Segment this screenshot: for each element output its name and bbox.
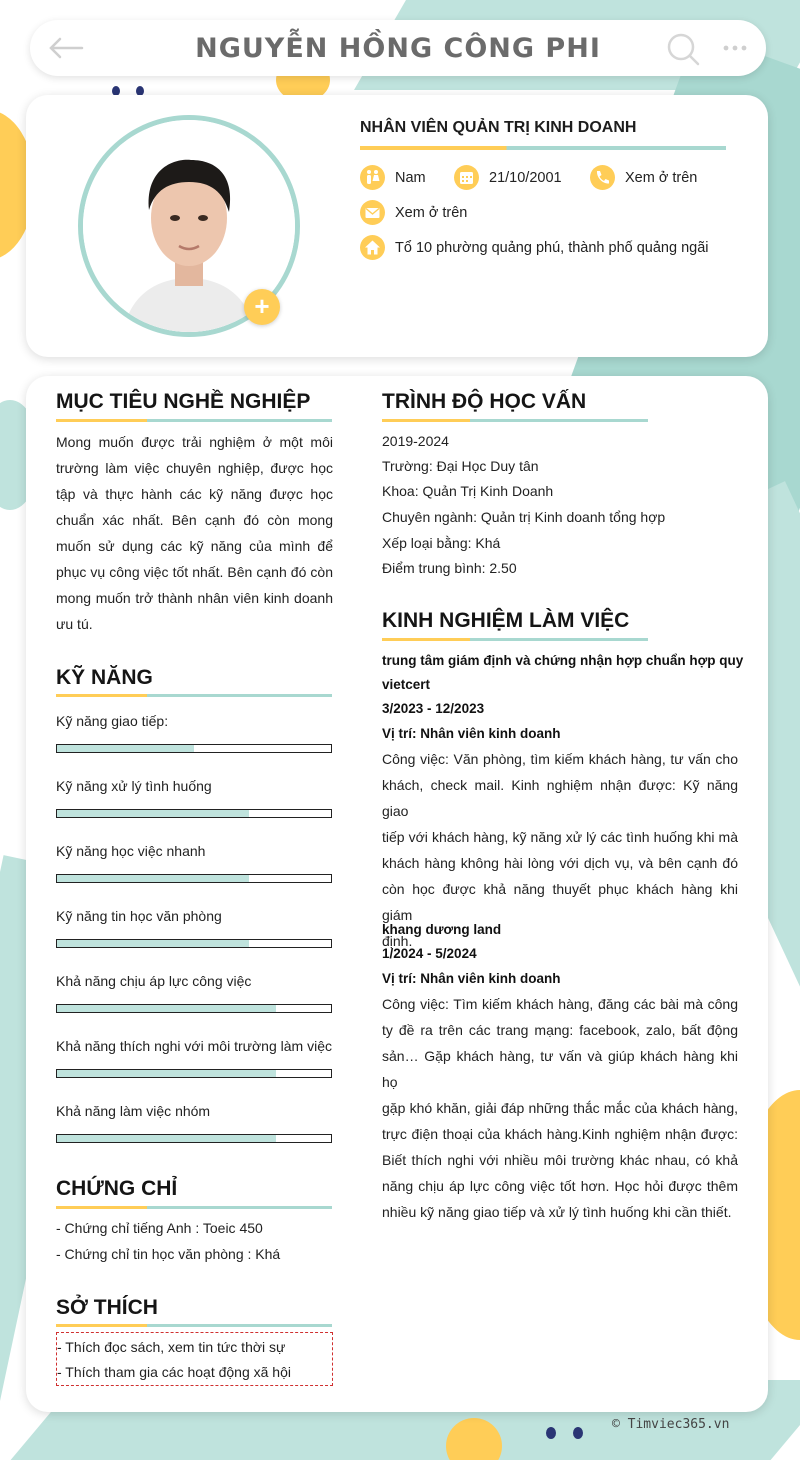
hobbies-title: SỞ THÍCH	[56, 1296, 158, 1319]
phone-value: Xem ở trên	[625, 169, 698, 186]
job-desc-line: Công việc: Tìm kiếm khách hàng, đăng các bài mà công	[382, 996, 738, 1012]
email-value: Xem ở trên	[395, 204, 468, 221]
navy-dot	[546, 1427, 556, 1439]
skill-label: Kỹ năng tin học văn phòng	[56, 908, 222, 924]
education-line: Trường: Đại Học Duy tân	[382, 458, 539, 474]
job-position: Vị trí: Nhân viên kinh doanh	[382, 971, 561, 986]
job-desc-line: định.	[382, 933, 413, 949]
objective-line: phục vụ công việc tốt nhất. Bên cạnh đó còn	[56, 564, 333, 580]
job-desc-line: khách, check mail. Kinh nghiệm nhận được: Kỹ năng giao	[382, 777, 738, 819]
experience-title: KINH NGHIỆM LÀM VIỆC	[382, 609, 630, 632]
skills-title: KỸ NĂNG	[56, 666, 153, 689]
job-description	[382, 991, 738, 1225]
footer-credit: © Timviec365.vn	[612, 1417, 730, 1432]
address-info	[360, 235, 709, 260]
job-desc-line: năng chịu áp lực công việc tốt hơn. Học hỏi được thêm	[382, 1178, 738, 1194]
skill-bar-fill	[57, 1005, 276, 1012]
skill-bar	[56, 809, 332, 818]
job-desc-line: Công việc: Văn phòng, tìm kiếm khách hàng, tư vấn cho	[382, 751, 738, 767]
education-title: TRÌNH ĐỘ HỌC VẤN	[382, 390, 587, 413]
skill-label: Kỹ năng xử lý tình huống	[56, 778, 212, 794]
objective-line: trường làm việc chuyên nghiệp, được học	[56, 460, 333, 476]
section-underline	[382, 638, 648, 641]
skill-bar-fill	[57, 1070, 276, 1077]
skill-bar-fill	[57, 1135, 276, 1142]
skill-label: Khả năng thích nghi với môi trường làm việc	[56, 1038, 332, 1054]
objective-line: ưu tú.	[56, 616, 93, 632]
candidate-name: NGUYỄN HỒNG CÔNG PHI	[195, 32, 601, 64]
section-underline	[56, 1324, 332, 1327]
job-desc-line: còn học được khả năng thuyết phục khách hàng khi giám	[382, 881, 738, 923]
calendar-icon	[454, 165, 479, 190]
objective-line: Mong muốn được trải nghiệm ở một môi	[56, 434, 333, 450]
skill-label: Kỹ năng học việc nhanh	[56, 843, 206, 859]
birthday-value: 21/10/2001	[489, 169, 562, 186]
add-photo-button[interactable]: +	[244, 289, 280, 325]
skill-bar-fill	[57, 810, 249, 817]
education-line: Chuyên ngành: Quản trị Kinh doanh tổng hợp	[382, 509, 666, 525]
more-options-icon[interactable]	[722, 36, 748, 60]
phone-info	[590, 165, 697, 190]
back-arrow-icon[interactable]	[48, 37, 84, 59]
certificate-item: - Chứng chỉ tin học văn phòng : Khá	[56, 1246, 281, 1262]
email-info	[360, 200, 467, 225]
skill-bar	[56, 1134, 332, 1143]
skill-bar	[56, 874, 332, 883]
skill-bar-fill	[57, 745, 194, 752]
certificates-title: CHỨNG CHỈ	[56, 1177, 178, 1200]
job-desc-line: ty đề ra trên các trang mạng: facebook, zalo, bất động	[382, 1022, 738, 1038]
job-desc-line: gặp khó khăn, giải đáp những thắc mắc của khách hàng,	[382, 1100, 738, 1116]
education-line: 2019-2024	[382, 433, 449, 449]
job-period: 3/2023 - 12/2023	[382, 701, 485, 716]
job-period: 1/2024 - 5/2024	[382, 946, 477, 961]
skill-label: Khả năng làm việc nhóm	[56, 1103, 211, 1119]
address-value: Tổ 10 phường quảng phú, thành phố quảng ngãi	[395, 239, 709, 256]
objective-line: tập và thực hành các kỹ năng được học	[56, 486, 333, 502]
objective-line: muốn sử dụng các kỹ năng của mình để	[56, 538, 333, 554]
skill-bar	[56, 939, 332, 948]
job-desc-line: nhiều kỹ năng giao tiếp và xử lý tình huống khi cần thiết.	[382, 1204, 732, 1220]
job-desc-line: trực điện thoại của khách hàng.Kinh nghiệm nhận được:	[382, 1126, 738, 1142]
company-name: khang dương land	[382, 922, 502, 937]
mail-icon	[360, 200, 385, 225]
title-underline	[360, 146, 726, 150]
navy-dot	[573, 1427, 583, 1439]
job-desc-line: sản… Gặp khách hàng, tư vấn và giúp khách hàng khi họ	[382, 1048, 738, 1090]
skill-bar	[56, 1004, 332, 1013]
certificate-item: - Chứng chỉ tiếng Anh : Toeic 450	[56, 1220, 263, 1236]
job-desc-line: tiếp với khách hàng, kỹ năng xử lý các tình huống khi mà	[382, 829, 738, 845]
home-icon	[360, 235, 385, 260]
skill-bar-fill	[57, 940, 249, 947]
section-underline	[56, 694, 332, 697]
job-title: NHÂN VIÊN QUẢN TRỊ KINH DOANH	[360, 119, 637, 136]
phone-icon	[590, 165, 615, 190]
gender-value: Nam	[395, 169, 426, 186]
education-line: Xếp loại bằng: Khá	[382, 535, 501, 551]
main-card	[26, 376, 768, 1412]
job-position: Vị trí: Nhân viên kinh doanh	[382, 726, 561, 741]
section-underline	[56, 1206, 332, 1209]
education-line: Khoa: Quản Trị Kinh Doanh	[382, 483, 554, 499]
birthday-info	[454, 165, 562, 190]
gender-info	[360, 165, 426, 190]
hobby-item: - Thích tham gia các hoạt động xã hội	[57, 1364, 291, 1380]
job-desc-line: Biết thích nghi với nhiều môi trường khác nhau, có khả	[382, 1152, 738, 1168]
skill-label: Khả năng chịu áp lực công việc	[56, 973, 252, 989]
company-name: trung tâm giám định và chứng nhận hợp chuẩn hợp quy	[382, 653, 744, 668]
objective-line: chuẩn xác nhất. Bên cạnh đó còn mong	[56, 512, 333, 528]
skill-bar-fill	[57, 875, 249, 882]
objective-title: MỤC TIÊU NGHỀ NGHIỆP	[56, 390, 311, 413]
job-desc-line: khách hàng không hài lòng với dịch vụ, và bên cạnh đó	[382, 855, 738, 871]
profile-card	[26, 95, 768, 357]
skill-label: Kỹ năng giao tiếp:	[56, 713, 169, 729]
company-name: vietcert	[382, 677, 431, 692]
header-bar	[30, 20, 766, 76]
education-line: Điểm trung bình: 2.50	[382, 560, 517, 576]
skill-bar	[56, 1069, 332, 1078]
objective-text	[56, 429, 333, 637]
hobby-item: - Thích đọc sách, xem tin tức thời sự	[57, 1339, 286, 1355]
section-underline	[56, 419, 332, 422]
objective-line: mong muốn trở thành nhân viên kinh doanh	[56, 590, 333, 606]
hobbies-list[interactable]	[56, 1332, 333, 1386]
gender-icon	[360, 165, 385, 190]
section-underline	[382, 419, 648, 422]
skill-bar	[56, 744, 332, 753]
search-icon[interactable]	[666, 32, 700, 66]
